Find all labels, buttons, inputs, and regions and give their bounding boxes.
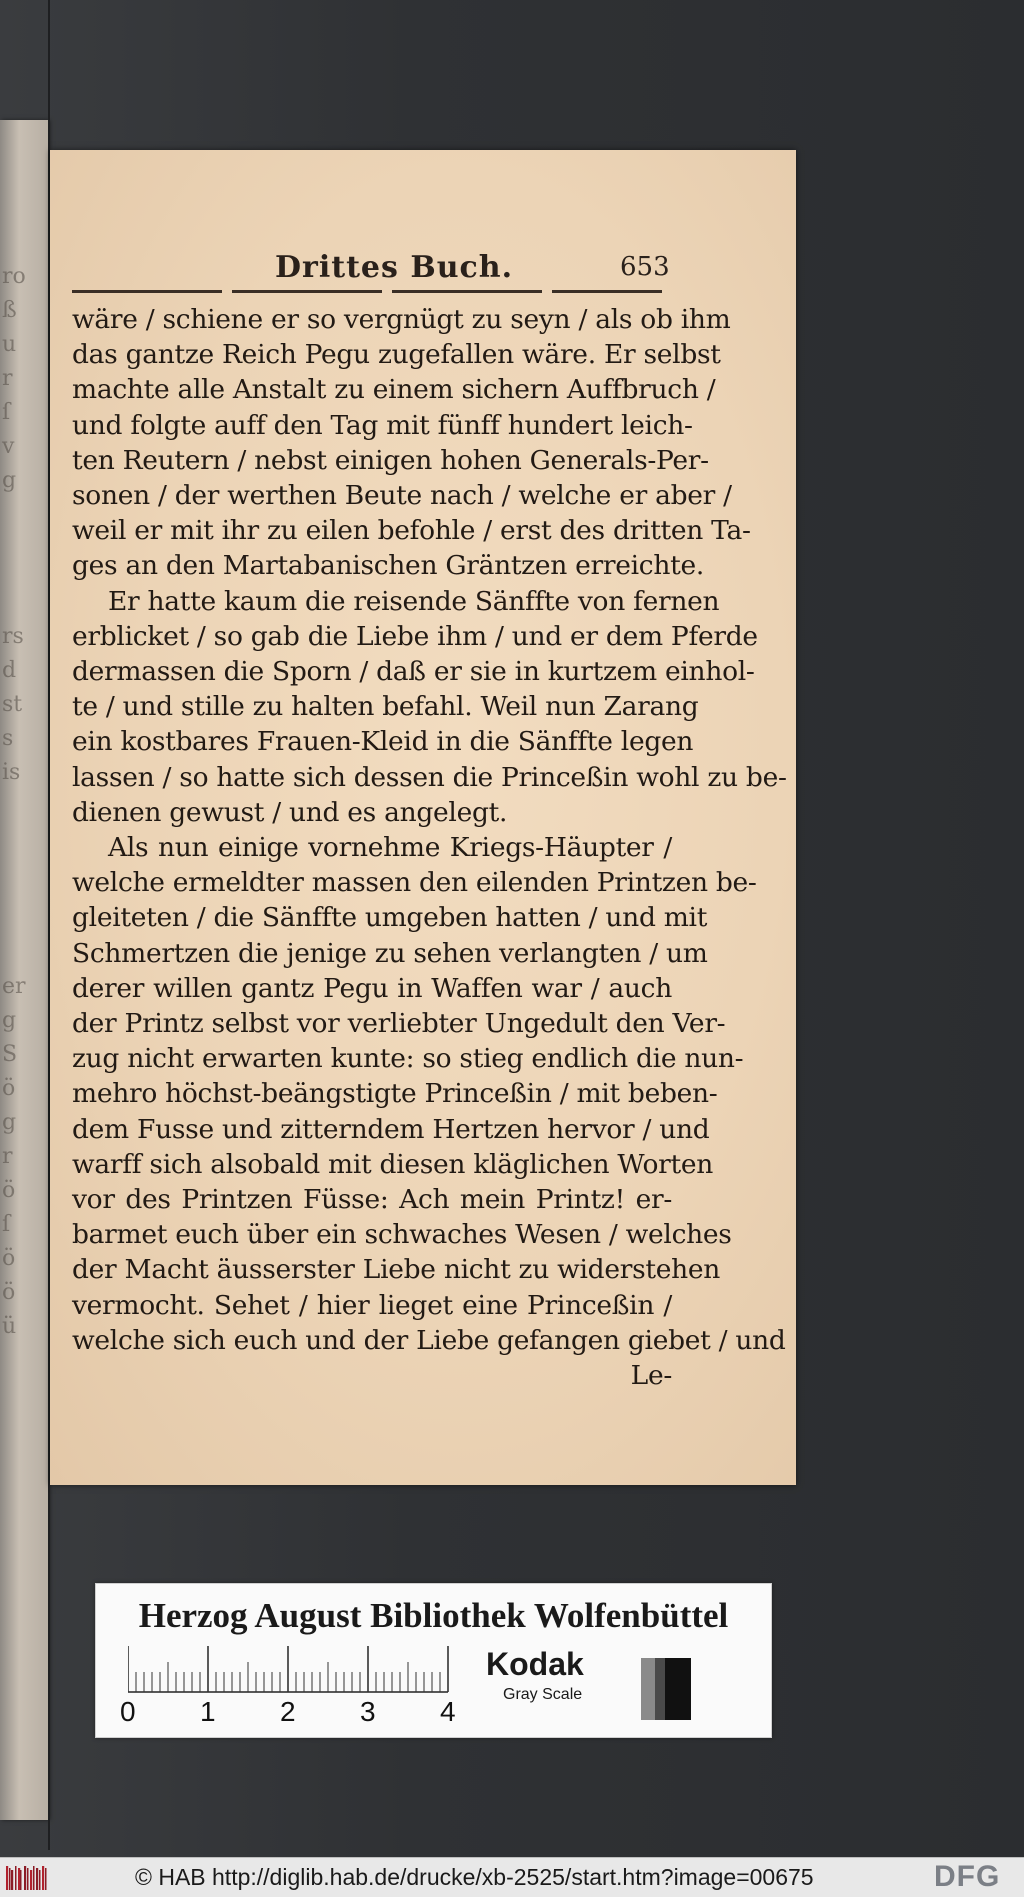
gray-patch-swatch: [665, 1658, 691, 1720]
gray-patch-swatch: [655, 1658, 665, 1720]
ruler-label: 2: [280, 1696, 296, 1727]
text-line: derer willen gantz Pegu in Waffen war / auch: [72, 972, 672, 1004]
barcode-bar: [24, 1866, 26, 1890]
gray-patch-swatch: [641, 1658, 655, 1720]
previous-page-edge: [0, 120, 48, 1820]
text-line: machte alle Anstalt zu einem sichern Auffbruch /: [72, 374, 716, 406]
gray-scale-patch: [641, 1658, 691, 1720]
kodak-logo: Kodak: [486, 1646, 584, 1682]
barcode-bar: [33, 1866, 35, 1890]
text-line: zug nicht erwarten kunte: so stieg endlich die nun-: [72, 1043, 744, 1075]
barcode-bar: [9, 1868, 11, 1890]
text-line: dem Fusse und zitterndem Hertzen hervor / und: [72, 1113, 710, 1145]
ghost-text: ro ß u r ſ v g: [2, 264, 26, 493]
barcode-bar: [39, 1870, 41, 1890]
card-title: Herzog August Bibliothek Wolfenbüttel: [138, 1596, 729, 1635]
barcode-bar: [18, 1868, 20, 1890]
header-rule: [72, 290, 662, 293]
text-line: vor des Printzen Füsse: Ach mein Printz! er-: [72, 1184, 672, 1216]
text-line: vermocht. Sehet / hier lieget eine Princeßin /: [72, 1289, 672, 1321]
text-line: Schmertzen die jenige zu sehen verlangten / um: [72, 937, 708, 969]
dfg-logo: DFG: [934, 1860, 1001, 1893]
barcode-bar: [42, 1866, 44, 1890]
ruler-labels: [122, 1696, 522, 1726]
text-line: dermassen die Sporn / daß er sie in kurtzem einhol-: [72, 656, 755, 688]
text-line: und folgte auff den Tag mit fünff hundert leich-: [72, 409, 693, 441]
text-line: Er hatte kaum die reisende Sänffte von fernen: [108, 585, 720, 617]
book-page: [50, 150, 796, 1485]
text-line: erblicket / so gab die Liebe ihm / und er dem Pferde: [72, 620, 758, 652]
barcode-bar: [20, 1870, 22, 1890]
barcode-bar: [6, 1866, 8, 1890]
barcode-bar: [15, 1866, 17, 1890]
text-line: sonen / der werthen Beute nach / welche er aber /: [72, 480, 732, 512]
text-line: warff sich alsobald mit diesen kläglichen Worten: [72, 1148, 714, 1180]
ruler-label: 1: [200, 1696, 216, 1727]
text-line: gleiteten / die Sänffte umgeben hatten / und mit: [72, 902, 708, 934]
barcode-bar: [36, 1868, 38, 1890]
ruler-label: 0: [120, 1696, 136, 1727]
text-line: ein kostbares Frauen-Kleid in die Sänffte legen: [72, 726, 694, 758]
text-line: ges an den Martabanischen Gräntzen erreichte.: [72, 550, 704, 582]
barcode-bar: [45, 1868, 47, 1890]
barcode-bar: [11, 1870, 13, 1890]
ghost-text: er g S ö g r ö ſ ö ö ü: [2, 974, 26, 1339]
text-line: ten Reutern / nebst einigen hohen Generals-Per-: [72, 444, 709, 476]
text-line: lassen / so hatte sich dessen die Princeßin wohl zu be-: [72, 761, 787, 793]
catchword: Le-: [630, 1360, 672, 1392]
page-number: 653: [620, 252, 670, 282]
text-line: mehro höchst-beängstigte Princeßin / mit beben-: [72, 1078, 718, 1110]
ruler-label: 4: [440, 1696, 456, 1727]
footer-bar: [0, 1857, 1024, 1897]
text-line: dienen gewust / und es angelegt.: [72, 796, 508, 828]
color-calibration-card: [95, 1583, 772, 1738]
ruler-scale: [128, 1646, 458, 1694]
ruler-label: 3: [360, 1696, 376, 1727]
text-block: [72, 302, 787, 1393]
ghost-text: rs d st s is: [2, 624, 24, 785]
text-line: te / und stille zu halten befahl. Weil nun Zarang: [72, 691, 699, 723]
text-line: weil er mit ihr zu eilen befohle / erst des dritten Ta-: [72, 515, 751, 547]
text-line: Als nun einige vornehme Kriegs-Häupter /: [108, 832, 672, 864]
barcode-bar: [27, 1868, 29, 1890]
text-line: welche sich euch und der Liebe gefangen giebet / und: [72, 1324, 786, 1356]
text-line: der Macht äusserster Liebe nicht zu widerstehen: [72, 1254, 721, 1286]
text-line: das gantze Reich Pegu zugefallen wäre. Er selbst: [72, 339, 721, 371]
running-head: Drittes Buch.: [275, 250, 514, 285]
text-line: barmet euch über ein schwaches Wesen / welches: [72, 1219, 732, 1251]
gray-scale-label: Gray Scale: [503, 1686, 583, 1703]
text-line: der Printz selbst vor verliebter Ungedult den Ver-: [72, 1008, 726, 1040]
text-line: welche ermeldter massen den eilenden Printzen be-: [72, 867, 757, 899]
text-line: wäre / schiene er so vergnügt zu seyn / als ob ihm: [72, 304, 731, 335]
barcode-bar: [30, 1870, 32, 1890]
copyright-url[interactable]: © HAB http://diglib.hab.de/drucke/xb-2525/start.htm?image=00675: [135, 1864, 814, 1890]
barcode-logo-icon: [6, 1864, 48, 1892]
